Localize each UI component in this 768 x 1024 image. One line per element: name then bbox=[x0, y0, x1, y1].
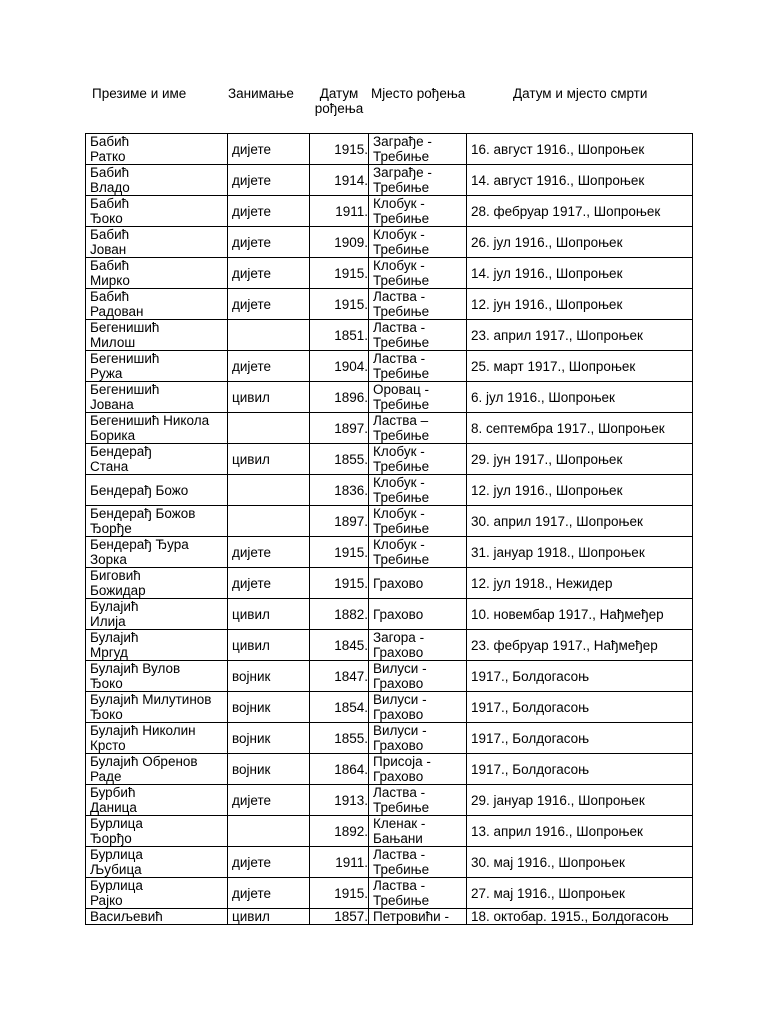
cell-birth-year: 1851. bbox=[310, 320, 369, 351]
cell-death: 14. јул 1916., Шопроњек bbox=[467, 258, 693, 289]
cell-death: 1917., Болдогасоњ bbox=[467, 754, 693, 785]
table-row bbox=[86, 320, 693, 351]
cell-birth-place bbox=[369, 909, 467, 925]
cell-birth-year: 1909. bbox=[310, 227, 369, 258]
place-line2: Бањани bbox=[373, 831, 423, 846]
header-birth-date bbox=[309, 86, 369, 116]
header-birth-date-line2: рођења bbox=[314, 101, 364, 116]
table-row bbox=[86, 661, 693, 692]
cell-death: 28. фебруар 1917., Шопроњек bbox=[467, 196, 693, 227]
cell-birth-place bbox=[369, 444, 467, 475]
table-header bbox=[0, 86, 768, 132]
name-line2: Крсто bbox=[90, 738, 126, 753]
place-line1: Ластва - bbox=[373, 878, 426, 893]
cell-birth-place bbox=[369, 413, 467, 444]
cell-name bbox=[86, 320, 228, 351]
cell-occupation: војник bbox=[228, 754, 310, 785]
place-line2: Грахово bbox=[373, 676, 424, 691]
cell-occupation: дијете bbox=[228, 847, 310, 878]
cell-death: 31. јануар 1918., Шопроњек bbox=[467, 537, 693, 568]
cell-name bbox=[86, 754, 228, 785]
name-line1: Бурлица bbox=[90, 847, 143, 862]
table-row bbox=[86, 413, 693, 444]
cell-name bbox=[86, 568, 228, 599]
place-line2: Требиње bbox=[373, 149, 430, 164]
cell-birth-place bbox=[369, 351, 467, 382]
place-line1: Ластва – bbox=[373, 413, 429, 428]
cell-birth-place bbox=[369, 599, 467, 630]
table-row bbox=[86, 165, 693, 196]
place-line2: Грахово bbox=[373, 738, 424, 753]
cell-death: 18. октобар. 1915., Болдогасоњ bbox=[467, 909, 693, 925]
cell-name bbox=[86, 723, 228, 754]
cell-name bbox=[86, 630, 228, 661]
cell-occupation: дијете bbox=[228, 785, 310, 816]
place-line1: Ластва - bbox=[373, 320, 426, 335]
cell-death: 1917., Болдогасоњ bbox=[467, 723, 693, 754]
cell-death: 1917., Болдогасоњ bbox=[467, 692, 693, 723]
place-line2: Требиње bbox=[373, 273, 430, 288]
cell-birth-place bbox=[369, 227, 467, 258]
cell-occupation: дијете bbox=[228, 196, 310, 227]
cell-birth-year: 1914. bbox=[310, 165, 369, 196]
cell-name bbox=[86, 599, 228, 630]
header-death: Датум и мјесто смрти bbox=[513, 86, 648, 101]
cell-name bbox=[86, 382, 228, 413]
cell-birth-place bbox=[369, 258, 467, 289]
cell-birth-year: 1911. bbox=[310, 847, 369, 878]
place-line1: Клобук - bbox=[373, 506, 425, 521]
place-line2: Требиње bbox=[373, 552, 430, 567]
name-line2: Јована bbox=[90, 397, 134, 412]
place-line2: Требиње bbox=[373, 490, 430, 505]
cell-birth-place bbox=[369, 754, 467, 785]
cell-birth-place bbox=[369, 785, 467, 816]
name-line2: Ђорђе bbox=[90, 521, 132, 536]
table-row bbox=[86, 227, 693, 258]
place-line1: Вилуси - bbox=[373, 661, 427, 676]
cell-birth-year: 1915. bbox=[310, 537, 369, 568]
name-line2: Зорка bbox=[90, 552, 127, 567]
cell-birth-year: 1915. bbox=[310, 568, 369, 599]
cell-occupation: војник bbox=[228, 692, 310, 723]
name-line2: Стана bbox=[90, 459, 129, 474]
cell-birth-place bbox=[369, 196, 467, 227]
name-line1: Васиљевић bbox=[90, 909, 163, 924]
cell-occupation: цивил bbox=[228, 599, 310, 630]
table-row bbox=[86, 630, 693, 661]
place-line2: Требиње bbox=[373, 211, 430, 226]
cell-death: 12. јул 1918., Нежидер bbox=[467, 568, 693, 599]
cell-occupation: војник bbox=[228, 723, 310, 754]
name-line1: Бабић bbox=[90, 258, 130, 273]
name-line1: Бегенишић bbox=[90, 320, 160, 335]
header-name: Презиме и име bbox=[92, 86, 187, 101]
place-line2: Требиње bbox=[373, 366, 430, 381]
cell-death: 23. април 1917., Шопроњек bbox=[467, 320, 693, 351]
header-birth-date-line1: Датум bbox=[319, 86, 359, 101]
cell-occupation: дијете bbox=[228, 878, 310, 909]
cell-birth-year: 1864. bbox=[310, 754, 369, 785]
place-line2: Грахово bbox=[373, 645, 424, 660]
table-row bbox=[86, 568, 693, 599]
cell-birth-place bbox=[369, 382, 467, 413]
name-line2: Борика bbox=[90, 428, 136, 443]
place-line1: Ластва - bbox=[373, 785, 426, 800]
name-line1: Бурлица bbox=[90, 878, 143, 893]
place-line1: Кленак - bbox=[373, 816, 426, 831]
place-line2: Требиње bbox=[373, 304, 430, 319]
place-line1: Клобук - bbox=[373, 537, 425, 552]
cell-occupation: цивил bbox=[228, 382, 310, 413]
cell-birth-year: 1911. bbox=[310, 196, 369, 227]
cell-birth-year: 1845. bbox=[310, 630, 369, 661]
table-row bbox=[86, 351, 693, 382]
cell-birth-place bbox=[369, 475, 467, 506]
name-line2: Радован bbox=[90, 304, 144, 319]
cell-birth-place bbox=[369, 630, 467, 661]
name-line2: Ђорђо bbox=[90, 831, 132, 846]
cell-death: 30. април 1917., Шопроњек bbox=[467, 506, 693, 537]
cell-death: 29. јануар 1916., Шопроњек bbox=[467, 785, 693, 816]
cell-death: 14. август 1916., Шопроњек bbox=[467, 165, 693, 196]
cell-name bbox=[86, 134, 228, 165]
place-line1: Клобук - bbox=[373, 444, 425, 459]
name-line2: Ђоко bbox=[90, 707, 123, 722]
place-line2: Требиње bbox=[373, 459, 430, 474]
name-line1: Биговић bbox=[90, 568, 141, 583]
table-row bbox=[86, 816, 693, 847]
register-body bbox=[86, 134, 693, 925]
cell-death: 13. април 1916., Шопроњек bbox=[467, 816, 693, 847]
name-line2: Божидар bbox=[90, 583, 146, 598]
place-line1: Клобук - bbox=[373, 258, 425, 273]
table-row bbox=[86, 258, 693, 289]
cell-birth-place bbox=[369, 847, 467, 878]
cell-name bbox=[86, 816, 228, 847]
cell-birth-year: 1892. bbox=[310, 816, 369, 847]
table-row bbox=[86, 599, 693, 630]
name-line2: Рајко bbox=[90, 893, 123, 908]
cell-death: 29. јун 1917., Шопроњек bbox=[467, 444, 693, 475]
cell-birth-year: 1915. bbox=[310, 134, 369, 165]
cell-name bbox=[86, 351, 228, 382]
cell-occupation bbox=[228, 816, 310, 847]
place-line1: Оровац - bbox=[373, 382, 430, 397]
cell-birth-year: 1915. bbox=[310, 289, 369, 320]
name-line1: Бендерађ Ђура bbox=[90, 537, 189, 552]
place-line1: Заграђе - bbox=[373, 134, 432, 149]
name-line2: Милош bbox=[90, 335, 136, 350]
cell-birth-year: 1854. bbox=[310, 692, 369, 723]
cell-name bbox=[86, 444, 228, 475]
place-line2: Грахово bbox=[373, 769, 424, 784]
cell-death: 26. јул 1916., Шопроњек bbox=[467, 227, 693, 258]
place-line2: Требиње bbox=[373, 800, 430, 815]
cell-occupation: дијете bbox=[228, 351, 310, 382]
name-line2: Мргуд bbox=[90, 645, 128, 660]
cell-birth-place bbox=[369, 692, 467, 723]
name-line1: Булајић Милутинов bbox=[90, 692, 212, 707]
place-line1: Ластва - bbox=[373, 847, 426, 862]
cell-occupation bbox=[228, 413, 310, 444]
cell-occupation: цивил bbox=[228, 444, 310, 475]
cell-birth-place bbox=[369, 568, 467, 599]
table-row bbox=[86, 909, 693, 925]
name-line1: Бурбић bbox=[90, 785, 136, 800]
table-row bbox=[86, 723, 693, 754]
cell-occupation: дијете bbox=[228, 134, 310, 165]
cell-birth-place bbox=[369, 723, 467, 754]
name-line2: Ратко bbox=[90, 149, 126, 164]
cell-birth-place bbox=[369, 661, 467, 692]
place-line1: Загора - bbox=[373, 630, 425, 645]
cell-birth-year: 1847. bbox=[310, 661, 369, 692]
cell-occupation: цивил bbox=[228, 630, 310, 661]
name-line1: Бабић bbox=[90, 134, 130, 149]
place-line2: Требиње bbox=[373, 180, 430, 195]
cell-death: 6. јул 1916., Шопроњек bbox=[467, 382, 693, 413]
cell-birth-place bbox=[369, 506, 467, 537]
place-line1: Петровићи - bbox=[373, 909, 449, 924]
name-line1: Бендерађ bbox=[90, 444, 152, 459]
place-line2: Требиње bbox=[373, 242, 430, 257]
name-line2: Раде bbox=[90, 769, 122, 784]
cell-occupation: дијете bbox=[228, 289, 310, 320]
cell-death: 8. септембра 1917., Шопроњек bbox=[467, 413, 693, 444]
place-line1: Вилуси - bbox=[373, 723, 427, 738]
table-row bbox=[86, 289, 693, 320]
table-row bbox=[86, 475, 693, 506]
cell-name bbox=[86, 227, 228, 258]
place-line2: Требиње bbox=[373, 335, 430, 350]
cell-birth-year: 1855. bbox=[310, 723, 369, 754]
name-line1: Бегенишић bbox=[90, 351, 160, 366]
cell-name bbox=[86, 909, 228, 925]
name-line1: Булајић bbox=[90, 599, 139, 614]
place-line2: Требиње bbox=[373, 893, 430, 908]
cell-death: 25. март 1917., Шопроњек bbox=[467, 351, 693, 382]
cell-death: 12. јун 1916., Шопроњек bbox=[467, 289, 693, 320]
table-row bbox=[86, 692, 693, 723]
name-line2: Ружа bbox=[90, 366, 123, 381]
cell-occupation bbox=[228, 320, 310, 351]
cell-occupation: дијете bbox=[228, 227, 310, 258]
name-line1: Бабић bbox=[90, 196, 130, 211]
name-line1: Бабић bbox=[90, 227, 130, 242]
name-line1: Бендерађ Божов bbox=[90, 506, 196, 521]
cell-death: 1917., Болдогасоњ bbox=[467, 661, 693, 692]
table-row bbox=[86, 785, 693, 816]
cell-death: 16. август 1916., Шопроњек bbox=[467, 134, 693, 165]
place-line1: Присоја - bbox=[373, 754, 431, 769]
cell-birth-year: 1855. bbox=[310, 444, 369, 475]
cell-death: 27. мај 1916., Шопроњек bbox=[467, 878, 693, 909]
table-row bbox=[86, 382, 693, 413]
cell-birth-year: 1836. bbox=[310, 475, 369, 506]
name-line1: Булајић Вулов bbox=[90, 661, 181, 676]
cell-occupation: дијете bbox=[228, 568, 310, 599]
name-line1: Бендерађ Божо bbox=[90, 482, 189, 498]
cell-birth-year: 1913. bbox=[310, 785, 369, 816]
cell-occupation: дијете bbox=[228, 537, 310, 568]
cell-name bbox=[86, 165, 228, 196]
cell-name bbox=[86, 692, 228, 723]
header-birth-place: Мјесто рођења bbox=[371, 86, 466, 101]
cell-name bbox=[86, 537, 228, 568]
place-line1: Клобук - bbox=[373, 196, 425, 211]
cell-birth-year: 1857. bbox=[310, 909, 369, 925]
table-row bbox=[86, 847, 693, 878]
cell-death: 23. фебруар 1917., Нађмеђер bbox=[467, 630, 693, 661]
place-line2: Требиње bbox=[373, 397, 430, 412]
cell-name bbox=[86, 475, 228, 506]
cell-name bbox=[86, 785, 228, 816]
cell-birth-place bbox=[369, 165, 467, 196]
cell-death: 10. новембар 1917., Нађмеђер bbox=[467, 599, 693, 630]
name-line2: Ђоко bbox=[90, 676, 123, 691]
place-line1: Вилуси - bbox=[373, 692, 427, 707]
place-line2: Требиње bbox=[373, 428, 430, 443]
place-line1: Клобук - bbox=[373, 227, 425, 242]
cell-name bbox=[86, 847, 228, 878]
place-line1: Грахово bbox=[373, 575, 424, 591]
cell-name bbox=[86, 289, 228, 320]
name-line1: Бегенишић Никола bbox=[90, 413, 210, 428]
cell-death: 12. јул 1916., Шопроњек bbox=[467, 475, 693, 506]
cell-birth-place bbox=[369, 537, 467, 568]
cell-birth-year: 1915. bbox=[310, 258, 369, 289]
table-row bbox=[86, 537, 693, 568]
name-line2: Јован bbox=[90, 242, 127, 257]
cell-birth-year: 1897. bbox=[310, 413, 369, 444]
cell-name bbox=[86, 196, 228, 227]
name-line2: Даница bbox=[90, 800, 137, 815]
cell-name bbox=[86, 661, 228, 692]
header-occupation: Занимање bbox=[228, 86, 294, 101]
place-line1: Клобук - bbox=[373, 475, 425, 490]
table-row bbox=[86, 196, 693, 227]
name-line2: Владо bbox=[90, 180, 130, 195]
place-line2: Требиње bbox=[373, 862, 430, 877]
place-line1: Заграђе - bbox=[373, 165, 432, 180]
name-line1: Бурлица bbox=[90, 816, 143, 831]
name-line1: Бабић bbox=[90, 289, 130, 304]
cell-birth-place bbox=[369, 816, 467, 847]
table-row bbox=[86, 444, 693, 475]
name-line2: Ђоко bbox=[90, 211, 123, 226]
cell-name bbox=[86, 258, 228, 289]
name-line2: Илија bbox=[90, 614, 126, 629]
cell-birth-place bbox=[369, 134, 467, 165]
name-line1: Булајић Обренов bbox=[90, 754, 198, 769]
place-line1: Ластва - bbox=[373, 351, 426, 366]
place-line1: Грахово bbox=[373, 606, 424, 622]
cell-name bbox=[86, 413, 228, 444]
register-table bbox=[85, 133, 693, 925]
cell-birth-year: 1897. bbox=[310, 506, 369, 537]
cell-birth-year: 1915. bbox=[310, 878, 369, 909]
name-line1: Бегенишић bbox=[90, 382, 160, 397]
cell-birth-year: 1896. bbox=[310, 382, 369, 413]
table-row bbox=[86, 754, 693, 785]
table-row bbox=[86, 506, 693, 537]
place-line2: Грахово bbox=[373, 707, 424, 722]
cell-occupation: дијете bbox=[228, 165, 310, 196]
cell-name bbox=[86, 878, 228, 909]
cell-birth-year: 1904. bbox=[310, 351, 369, 382]
cell-occupation bbox=[228, 506, 310, 537]
cell-birth-place bbox=[369, 320, 467, 351]
cell-occupation: дијете bbox=[228, 258, 310, 289]
cell-death: 30. мај 1916., Шопроњек bbox=[467, 847, 693, 878]
cell-name bbox=[86, 506, 228, 537]
name-line2: Мирко bbox=[90, 273, 130, 288]
cell-occupation bbox=[228, 475, 310, 506]
table-row bbox=[86, 878, 693, 909]
cell-occupation: војник bbox=[228, 661, 310, 692]
name-line1: Бабић bbox=[90, 165, 130, 180]
cell-occupation: цивил bbox=[228, 909, 310, 925]
name-line1: Булајић bbox=[90, 630, 139, 645]
place-line1: Ластва - bbox=[373, 289, 426, 304]
table-row bbox=[86, 134, 693, 165]
cell-birth-year: 1882. bbox=[310, 599, 369, 630]
cell-birth-place bbox=[369, 289, 467, 320]
cell-birth-place bbox=[369, 878, 467, 909]
name-line2: Љубица bbox=[90, 862, 142, 877]
place-line2: Требиње bbox=[373, 521, 430, 536]
name-line1: Булајић Николин bbox=[90, 723, 196, 738]
